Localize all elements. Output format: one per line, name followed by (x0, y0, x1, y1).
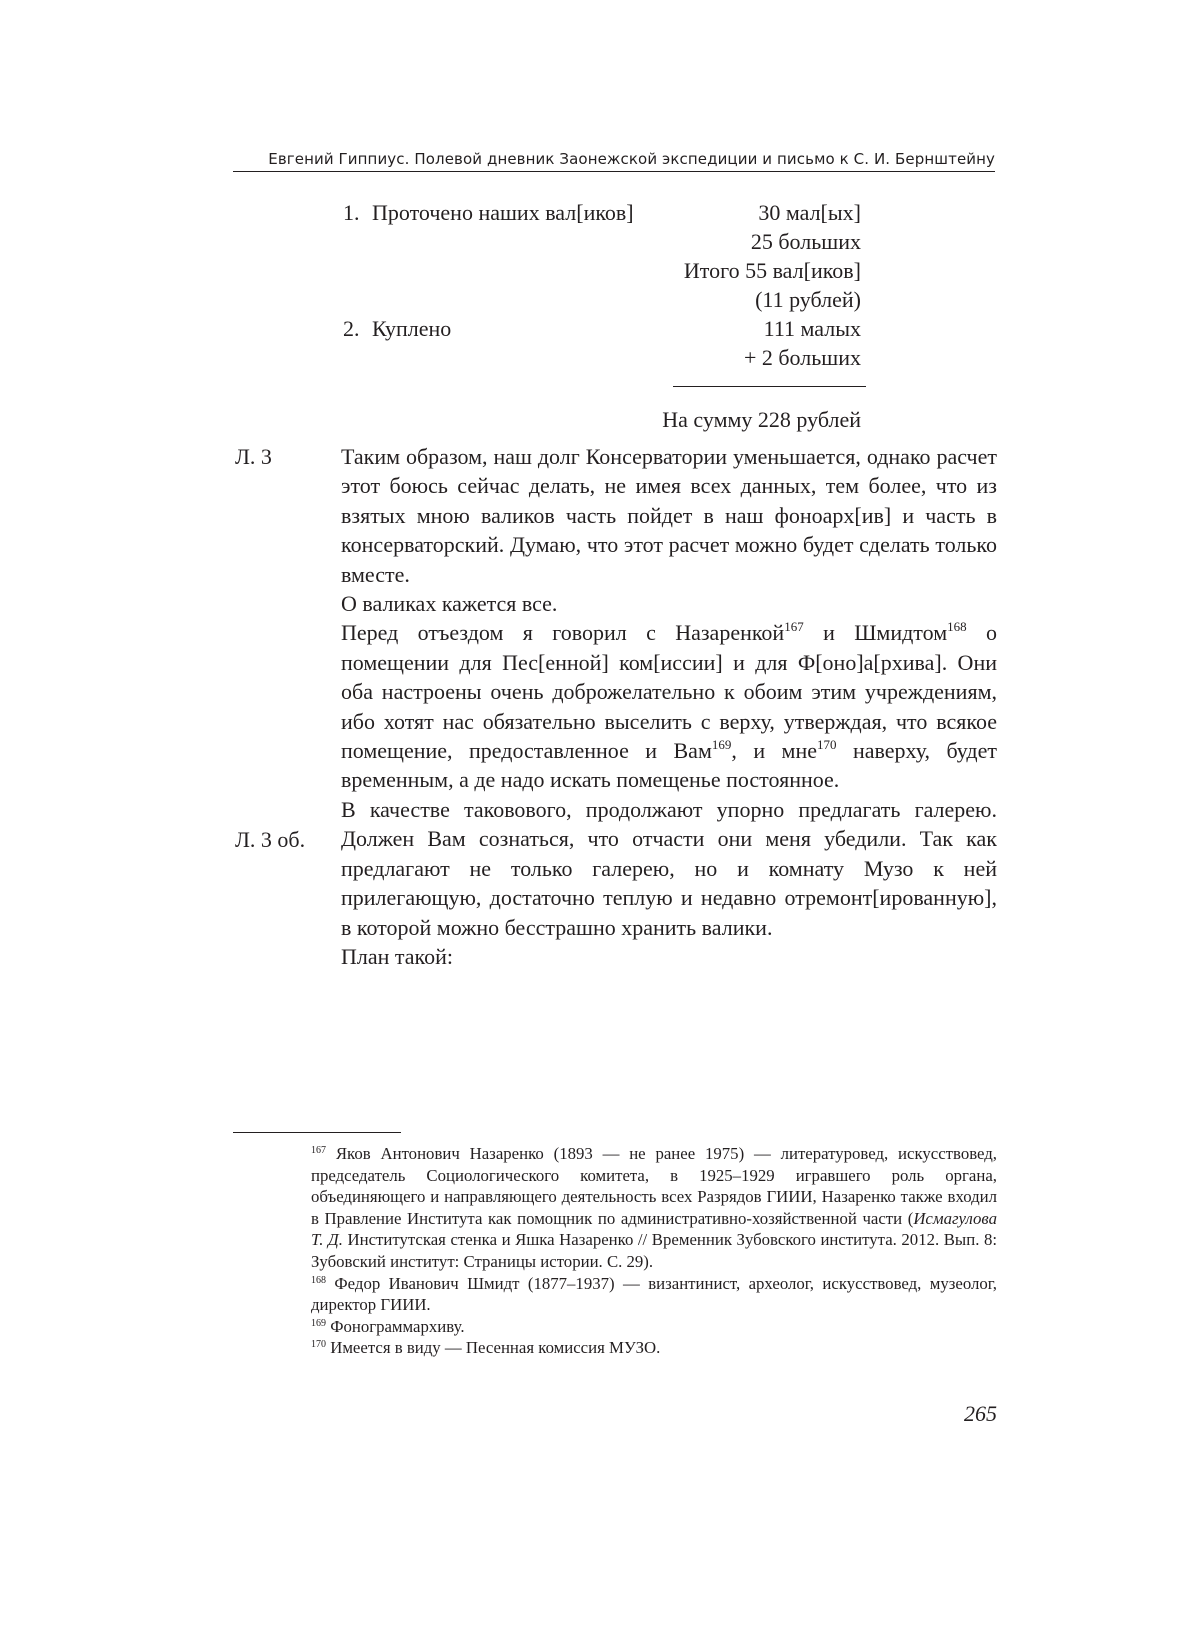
footnote-text: Фонограммархиву. (326, 1316, 465, 1336)
text-run: наверху, будет временным, а де надо искать помещенье постоянное. (341, 738, 997, 793)
paragraph: В качестве таковового, продолжают упорно предлагать галерею. Должен Вам сознаться, что отчасти они меня убедили. Так как предлагают не только галерею, но и комнату Музо к ней прилегающую, достаточно теплую и недавно отремонт[ированную], в которой можно бесстрашно хранить валики. (341, 796, 997, 940)
account-row (343, 227, 861, 256)
footnote-ref-167[interactable]: 167 (784, 619, 804, 635)
footnote-ref-169[interactable]: 169 (711, 737, 732, 753)
paragraph: Таким образом, наш долг Консерватории уменьшается, однако расчет этот боюсь сейчас делать, не имея всех данных, тем более, что из взятых мною валиков часть пойдет в наш фоноарх[ив] и часть в консерваторский. Думаю, что этот расчет можно будет сделать только вместе. (341, 444, 997, 587)
account-item-number: 1. (343, 200, 360, 225)
account-value: 30 мал[ых] (758, 200, 861, 225)
account-total: На сумму 228 рублей (662, 407, 861, 432)
running-head: Евгений Гиппиус. Полевой дневник Заонежской экспедиции и письмо к С. И. Бернштейну (268, 150, 995, 168)
footnote-170 (311, 1337, 997, 1359)
account-row (343, 343, 861, 372)
text-run: о помещении для Пес[енной] ком[иссии] и для Ф[оно]а[рхива]. Они оба настроены очень доброжелательно к обоим этим учреждениям, ибо хотят нас обязательно выселить с верху, утверждая, что всякое помещение, предоставленное и Вам (341, 620, 998, 764)
text-run: и Шмидтом (803, 620, 948, 646)
footnote-text: Яков Антонович Назаренко (1893 — не ранее 1975) — литературовед, искусствовед, председатель Социологического комитета, в 1925–1929 игравшего роль органа, объединяющего и направляющего деятельность всех Разрядов ГИИИ, Назаренко также входил в Правление Института как помощник по административно-хозяйственной части ( (311, 1144, 997, 1228)
account-item-label: Куплено (372, 316, 452, 341)
footnote-number: 167 (311, 1145, 326, 1156)
text-run: Перед отъездом я говорил с Назаренкой (341, 620, 785, 646)
account-item-label: Проточено наших вал[иков] (372, 200, 634, 225)
sheet-mark-l3: Л. 3 (235, 444, 272, 469)
footnote-author: Исмагулова Т. Д. (311, 1208, 997, 1250)
account-row (343, 198, 861, 227)
account-item (343, 198, 634, 227)
paragraph: О валиках кажется все. (341, 591, 558, 617)
footnote-ref-168[interactable]: 168 (947, 619, 967, 635)
footnote-text: Институтская стенка и Яшка Назаренко // Временник Зубовского института. 2012. Вып. 8: Зубовский институт: Страницы истории. С. 29). (311, 1230, 998, 1271)
letter-body (341, 442, 997, 971)
account-row (343, 314, 861, 343)
account-value: (11 рублей) (755, 287, 861, 312)
footnote-text: Имеется в виду — Песенная комиссия МУЗО. (326, 1338, 661, 1358)
footnote-169 (311, 1316, 997, 1338)
account-value: Итого 55 вал[иков] (683, 258, 861, 283)
text-run: , и мне (731, 738, 818, 764)
header-rule (233, 171, 995, 172)
account-value: 25 больших (750, 229, 861, 254)
footnotes (311, 1143, 997, 1359)
page-number: 265 (964, 1401, 997, 1426)
account-item-number: 2. (343, 316, 360, 341)
paragraph: План такой: (341, 943, 454, 969)
account-value: + 2 больших (743, 345, 861, 370)
footnote-text: Федор Иванович Шмидт (1877–1937) — византинист, археолог, искусствовед, музеолог, директор ГИИИ. (311, 1273, 997, 1315)
footnote-number: 169 (311, 1317, 326, 1329)
account-row (343, 285, 861, 314)
footnote-rule (233, 1132, 401, 1133)
account-value: 111 малых (763, 316, 861, 341)
footnote-ref-170[interactable]: 170 (817, 737, 837, 753)
paragraph (341, 618, 997, 794)
footnote-number: 170 (311, 1339, 326, 1351)
account-row (343, 256, 861, 285)
footnote-168 (311, 1273, 997, 1316)
footnote-number: 168 (311, 1274, 326, 1286)
account-item (343, 314, 451, 343)
sum-rule (673, 386, 866, 387)
sheet-mark-l3-ob: Л. 3 об. (235, 827, 306, 852)
footnote-167 (311, 1143, 997, 1273)
account-table (343, 198, 861, 372)
